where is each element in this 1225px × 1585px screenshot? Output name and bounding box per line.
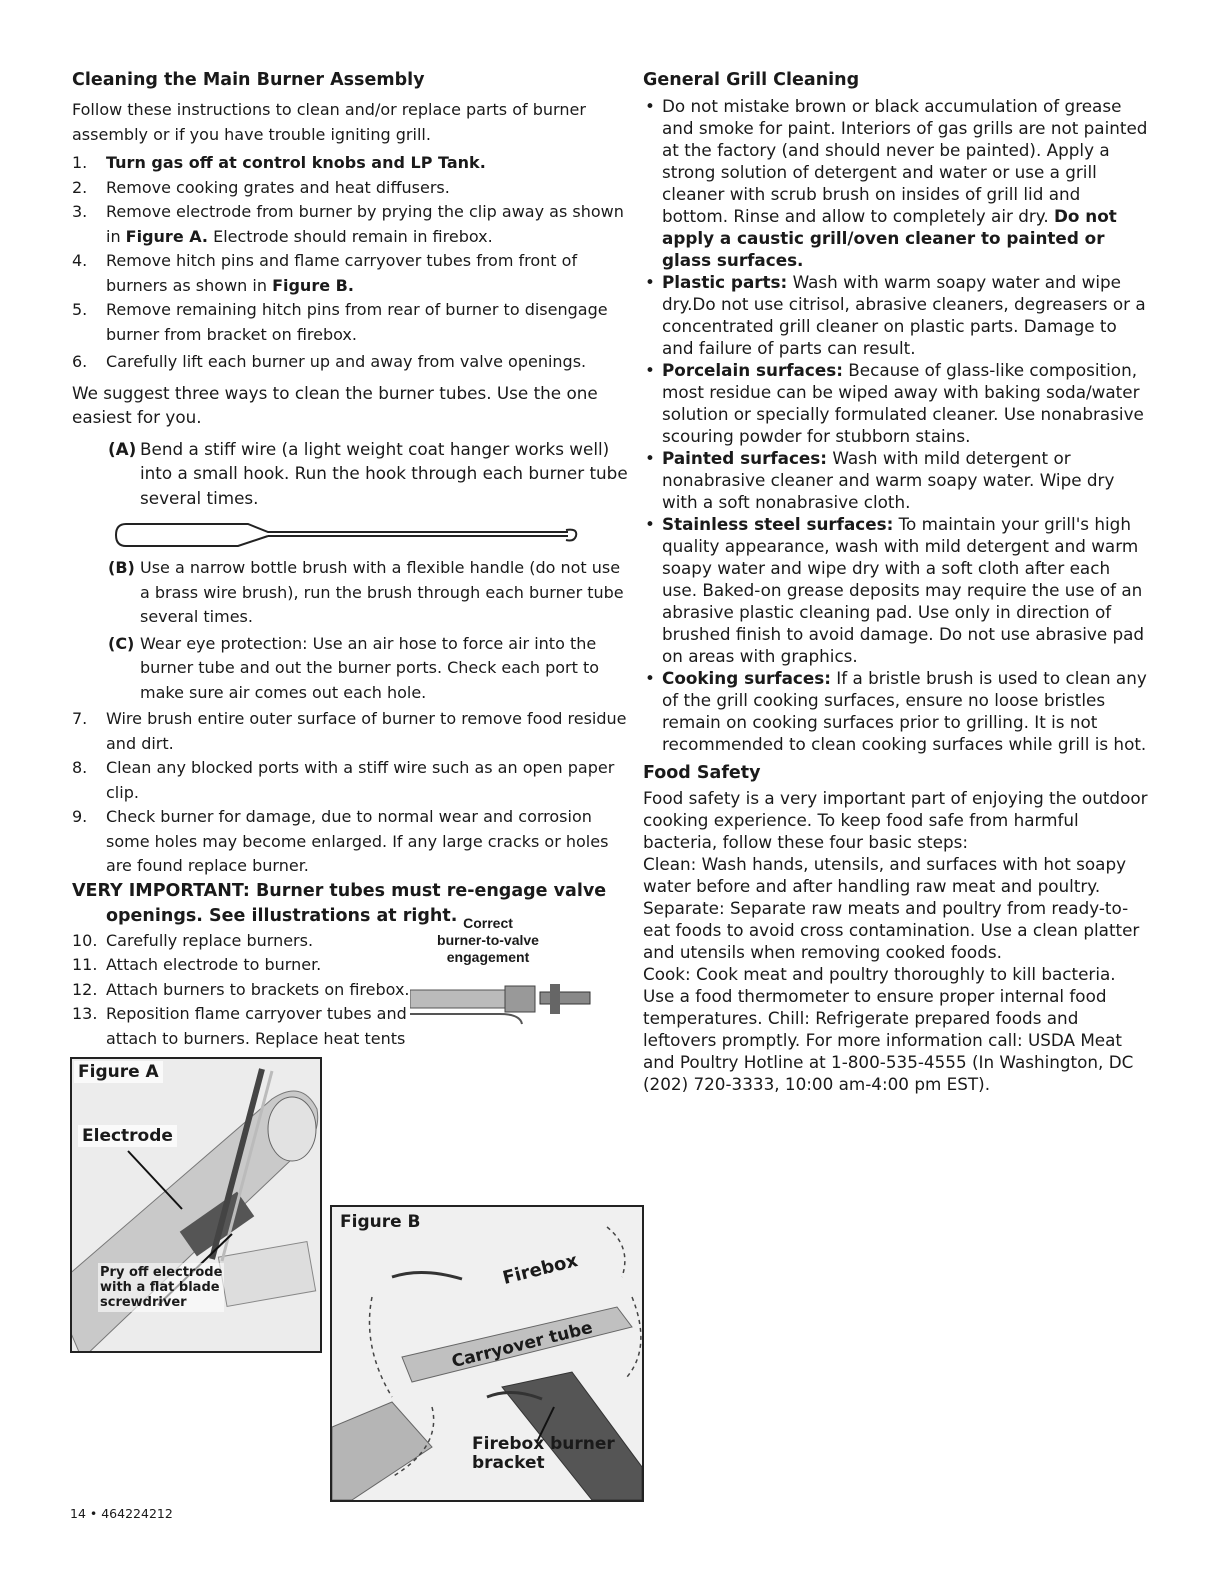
- figure-b: [330, 1205, 644, 1502]
- food-safety-separate: Separate: Separate raw meats and poultry from ready-to-eat foods to avoid cross contamination. Use a clean platter and utensils when removing cooked foods.: [643, 898, 1140, 962]
- food-safety-intro: Food safety is a very important part of enjoying the outdoor cooking experience. To keep food safe from harmful bacteria, follow these four basic steps:: [643, 788, 1148, 852]
- carryover-tube-label: Carryover tube: [449, 1317, 595, 1373]
- method-a: (A) Bend a stiff wire (a light weight coat hanger works well) into a small hook. Run the hook through each burner tube several times.: [108, 438, 628, 508]
- pry-off-caption: Pry off electrode with a flat blade screwdriver: [100, 1265, 223, 1310]
- figure-a: [70, 1057, 322, 1353]
- suggest-text: We suggest three ways to clean the burner tubes. Use the one easiest for you.: [72, 382, 598, 427]
- important-note-line2: openings. See illustrations at right.: [106, 905, 458, 926]
- method-b: (B) Use a narrow bottle brush with a flexible handle (do not use a brass wire brush), run the brush through each burner tube several times.: [108, 558, 624, 626]
- right-column: [643, 68, 1148, 1095]
- step-1: 1. Turn gas off at control knobs and LP Tank.: [72, 153, 486, 172]
- step-10: 10. Carefully replace burners.: [72, 930, 314, 950]
- step-5: 5. Remove remaining hitch pins from rear of burner to disengage burner from bracket on firebox.: [72, 300, 608, 344]
- step-2: 2. Remove cooking grates and heat diffusers.: [72, 177, 450, 197]
- valve-engagement-illustration: [410, 980, 610, 1030]
- step-12: 12. Attach burners to brackets on firebox.: [72, 979, 410, 999]
- important-note-line1: VERY IMPORTANT: Burner tubes must re-engage valve: [72, 880, 607, 901]
- step-11: 11. Attach electrode to burner.: [72, 955, 322, 974]
- bullet-cooking: • Cooking surfaces: If a bristle brush is used to clean any of the grill cooking surfaces, ensure no loose bristles remain on cooking surfaces prior to grilling. It is not recommended to clean cooking surfaces while grill is hot.: [645, 668, 1147, 754]
- figure-a-title: Figure A: [74, 1061, 163, 1083]
- firebox-label: Firebox: [500, 1250, 580, 1289]
- food-safety-cook: Cook: Cook meat and poultry thoroughly to kill bacteria. Use a food thermometer to ensure proper internal food temperatures. Chill: Refrigerate prepared foods and leftovers promptly. For more information call: USDA Meat and Poultry Hotline at 1-800-535-4555 (In Washington, DC (202) 720-3333, 10:00 am-4:00 pm EST).: [643, 964, 1134, 1094]
- intro-text: Follow these instructions to clean and/or replace parts of burner assembly or if you have trouble igniting grill.: [72, 100, 586, 144]
- food-safety-clean: Clean: Wash hands, utensils, and surfaces with hot soapy water before and after handling raw meat and poultry.: [643, 854, 1127, 896]
- step-13: 13. Reposition flame carryover tubes and attach to burners. Replace heat tents: [72, 1004, 407, 1048]
- bullet-paint: • Do not mistake brown or black accumulation of grease and smoke for paint. Interiors of gas grills are not painted at the factory (and should never be painted). Apply a strong solution of detergent and water or use a grill cleaner with scrub brush on insides of grill lid and bottom. Rinse and allow to completely air dry. Do not apply a caustic grill/oven cleaner to painted or glass surfaces.: [645, 96, 1148, 270]
- method-c: (C) Wear eye protection: Use an air hose to force air into the burner tube and out the burner ports. Check each port to make sure air comes out each hole.: [108, 633, 600, 702]
- burner-assembly-heading: Cleaning the Main Burner Assembly: [72, 70, 425, 90]
- left-column: [72, 68, 632, 1051]
- bullet-porcelain: • Porcelain surfaces: Because of glass-like composition, most residue can be wiped away with baking soda/water solution or specially formulated cleaner. Use nonabrasive scouring powder for stubborn stains.: [645, 360, 1144, 446]
- electrode-label: Electrode: [78, 1125, 177, 1147]
- step-3: 3. Remove electrode from burner by prying the clip away as shown in Figure A. Electrode should remain in firebox.: [72, 202, 624, 246]
- food-safety-heading: Food Safety: [643, 763, 761, 783]
- firebox-burner-bracket-label: Firebox burner bracket: [472, 1434, 615, 1473]
- bullet-plastic: • Plastic parts: Wash with warm soapy water and wipe dry.Do not use citrisol, abrasive cleaners, degreasers or a concentrated grill cleaner on plastic parts. Damage to and failure of parts can result.: [645, 272, 1146, 358]
- step-9: 9. Check burner for damage, due to normal wear and corrosion some holes may become enlarged. If any large cracks or holes are found replace burner.: [72, 807, 609, 875]
- bullet-stainless: • Stainless steel surfaces: To maintain your grill's high quality appearance, wash with mild detergent and warm soapy water and wipe dry with a soft cloth after each use. Baked-on grease deposits may require the use of an abrasive plastic cleaning pad. Use only in direction of brushed finish to avoid damage. Do not use abrasive pad on areas with graphics.: [645, 514, 1145, 666]
- hook-wire-icon: [108, 518, 608, 552]
- correct-engagement-caption: Correct burner-to-valve engagement: [437, 915, 539, 965]
- figure-b-title: Figure B: [340, 1212, 421, 1232]
- page-footer: 14 • 464224212: [70, 1506, 173, 1521]
- step-6: 6. Carefully lift each burner up and away from valve openings.: [72, 352, 587, 371]
- step-8: 8. Clean any blocked ports with a stiff wire such as an open paper clip.: [72, 758, 615, 802]
- bullet-painted: • Painted surfaces: Wash with mild detergent or nonabrasive cleaner and warm soapy water. Wipe dry with a soft nonabrasive cloth.: [645, 448, 1115, 512]
- step-7: 7. Wire brush entire outer surface of burner to remove food residue and dirt.: [72, 709, 627, 753]
- step-4: 4. Remove hitch pins and flame carryover tubes from front of burners as shown in Figure B.: [72, 251, 578, 295]
- general-cleaning-heading: General Grill Cleaning: [643, 70, 860, 90]
